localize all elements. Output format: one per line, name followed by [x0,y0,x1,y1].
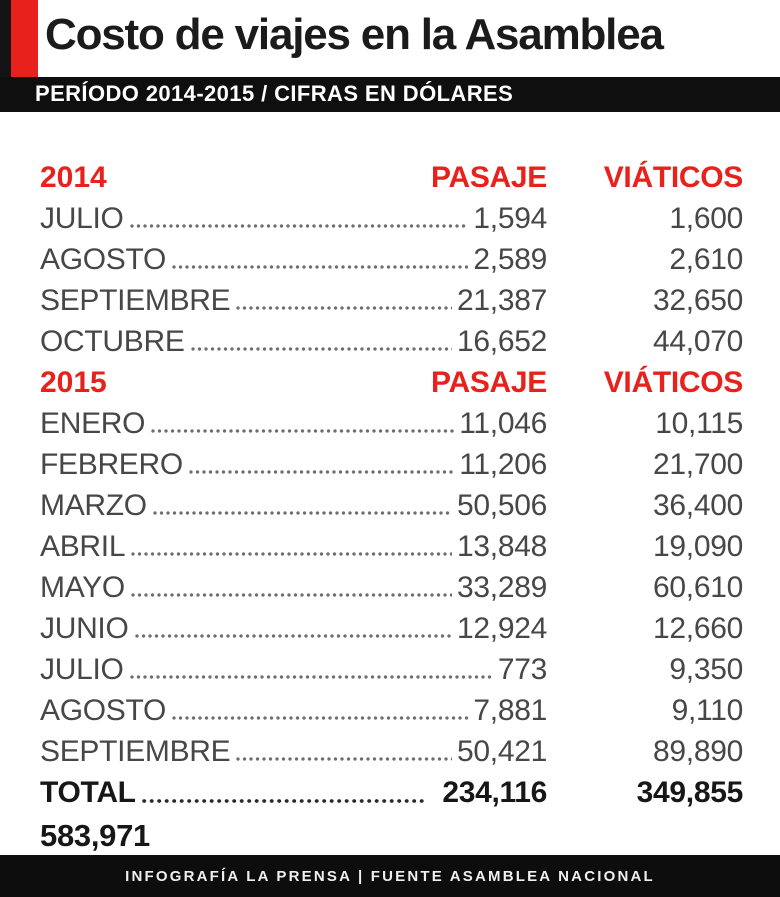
column-header-viaticos: VIÁTICOS [603,161,743,194]
table-row [40,318,743,359]
dot-leader [135,634,453,638]
table-row [40,523,743,564]
month-label: MAYO [40,571,125,604]
dot-leader [153,511,452,515]
viaticos-value: 19,090 [653,530,743,563]
viaticos-value: 10,115 [655,407,743,440]
subtitle-bar [0,77,780,112]
dot-leader [236,306,452,310]
pasaje-value: 13,848 [457,530,547,563]
dot-leader [130,224,469,228]
pasaje-value: 7,881 [473,694,547,727]
total-pasaje-value: 234,116 [442,776,547,809]
viaticos-value: 12,660 [653,612,743,645]
month-label: MARZO [40,489,147,522]
month-label: AGOSTO [40,243,167,276]
month-label: ABRIL [40,530,126,563]
viaticos-value: 9,350 [669,653,743,686]
viaticos-value: 36,400 [653,489,743,522]
pasaje-value: 16,652 [457,325,547,358]
year-label: 2015 [40,366,107,399]
month-label: ENERO [40,407,146,440]
pasaje-value: 12,924 [457,612,547,645]
footer-bar [0,855,780,897]
month-label: JULIO [40,653,124,686]
viaticos-value: 60,610 [653,571,743,604]
month-label: JULIO [40,202,124,235]
grand-total-value: 583,971 [40,818,150,853]
table-row [40,564,743,605]
month-label: SEPTIEMBRE [40,284,231,317]
pasaje-value: 773 [497,653,547,686]
month-label: AGOSTO [40,694,167,727]
dot-leader [189,470,454,474]
dot-leader [172,716,468,720]
pasaje-value: 2,589 [473,243,547,276]
cost-table [40,154,743,854]
column-header-pasaje: PASAJE [430,161,547,194]
viaticos-value: 89,890 [653,735,743,768]
dot-leader [131,593,452,597]
viaticos-value: 44,070 [653,325,743,358]
page-title: Costo de viajes en la Asamblea [45,10,663,59]
corner-red-accent [11,0,38,77]
viaticos-value: 9,110 [671,694,743,727]
pasaje-value: 11,206 [459,448,547,481]
total-row [40,769,743,810]
viaticos-value: 32,650 [653,284,743,317]
dot-leader [151,429,454,433]
dot-leader [236,757,452,761]
table-row [40,687,743,728]
dot-leader [172,265,468,269]
pasaje-value: 50,421 [457,735,547,768]
table-row [40,728,743,769]
total-label: TOTAL [40,776,136,809]
total-viaticos-value: 349,855 [636,776,743,809]
table-row [40,646,743,687]
month-label: OCTUBRE [40,325,185,358]
section-header-2015 [40,359,743,400]
month-label: JUNIO [40,612,129,645]
dot-leader [142,799,427,803]
viaticos-value: 2,610 [669,243,743,276]
viaticos-value: 1,600 [669,202,743,235]
grand-total-row [40,810,743,854]
dot-leader [131,552,452,556]
column-header-pasaje: PASAJE [430,366,547,399]
table-row [40,482,743,523]
month-label: SEPTIEMBRE [40,735,231,768]
table-row [40,400,743,441]
table-row [40,605,743,646]
pasaje-value: 33,289 [457,571,547,604]
dot-leader [191,347,452,351]
subtitle-text: PERÍODO 2014-2015 / CIFRAS EN DÓLARES [35,80,514,106]
dot-leader [130,675,493,679]
pasaje-value: 50,506 [457,489,547,522]
month-label: FEBRERO [40,448,183,481]
table-row [40,277,743,318]
table-row [40,195,743,236]
credit-text: INFOGRAFÍA LA PRENSA | FUENTE ASAMBLEA NACIONAL [125,867,655,885]
pasaje-value: 1,594 [473,202,547,235]
table-row [40,236,743,277]
viaticos-value: 21,700 [653,448,743,481]
corner-black-accent [0,0,11,77]
column-header-viaticos: VIÁTICOS [603,366,743,399]
table-row [40,441,743,482]
pasaje-value: 21,387 [457,284,547,317]
section-header-2014 [40,154,743,195]
pasaje-value: 11,046 [459,407,547,440]
year-label: 2014 [40,161,107,194]
